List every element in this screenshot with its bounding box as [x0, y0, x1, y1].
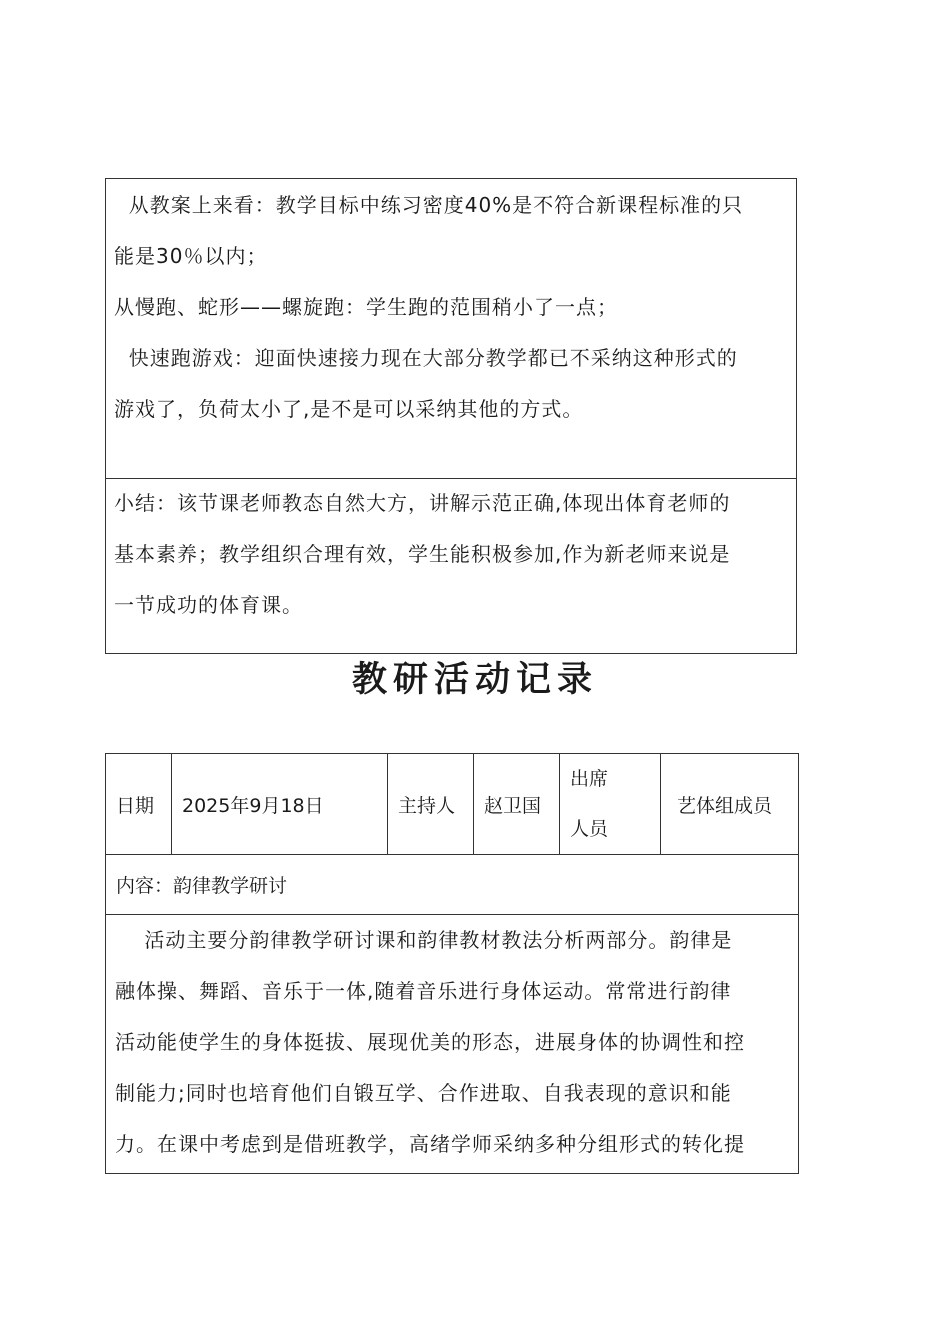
text-line: 能是30％以内； — [114, 244, 268, 268]
text-line: 游戏了，负荷太小了,是不是可以采纳其他的方式。 — [114, 397, 584, 421]
text-line: 小结：该节课老师教态自然大方，讲解示范正确,体现出体育老师的 — [114, 491, 731, 515]
attendees-label-line: 出席 — [570, 768, 609, 790]
text-line: 从教案上来看：教学目标中练习密度40%是不符合新课程标准的只 — [114, 193, 744, 217]
evaluation-text — [114, 180, 743, 435]
record-table — [105, 753, 799, 1174]
attendees-label-line: 人员 — [570, 818, 609, 840]
attendees-label — [560, 754, 661, 855]
table-row — [106, 915, 799, 1174]
text-line: 活动能使学生的身体挺拔、展现优美的形态，进展身体的协调性和控 — [115, 1030, 745, 1054]
text-line: 一节成功的体育课。 — [114, 593, 303, 617]
content-body — [106, 915, 799, 1174]
text-line: 基本素养；教学组织合理有效，学生能积极参加,作为新老师来说是 — [114, 542, 731, 566]
date-label: 日期 — [106, 754, 172, 855]
text-line: 融体操、舞蹈、音乐于一体,随着音乐进行身体运动。常常进行韵律 — [115, 979, 732, 1003]
table-row — [106, 855, 799, 915]
summary-text — [114, 478, 730, 631]
date-value: 2025年9月18日 — [172, 754, 388, 855]
text-line: 制能力;同时也培育他们自锻互学、合作进取、自我表现的意识和能 — [115, 1081, 732, 1105]
page-title: 教研活动记录 — [351, 659, 598, 700]
content-row: 内容：韵律教学研讨 — [106, 855, 799, 915]
attendees-value: 艺体组成员 — [661, 754, 799, 855]
host-label: 主持人 — [388, 754, 474, 855]
text-line: 活动主要分韵律教学研讨课和韵律教材教法分析两部分。韵律是 — [115, 928, 733, 952]
text-line: 力。在课中考虑到是借班教学，高绪学师采纳多种分组形式的转化提 — [115, 1132, 745, 1156]
table-row — [106, 754, 799, 855]
text-line: 快速跑游戏：迎面快速接力现在大部分教学都已不采纳这种形式的 — [114, 346, 738, 370]
host-value: 赵卫国 — [474, 754, 560, 855]
text-line: 从慢跑、蛇形——螺旋跑：学生跑的范围稍小了一点； — [114, 295, 618, 319]
